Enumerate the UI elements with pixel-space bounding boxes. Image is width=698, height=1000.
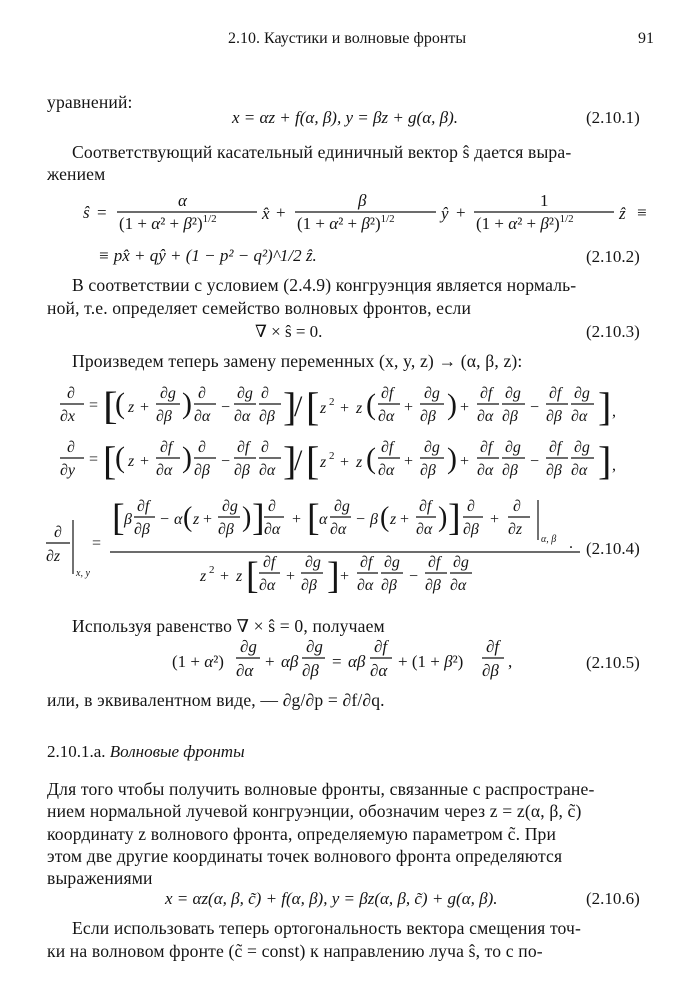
svg-text:+: + [404,453,414,470]
svg-text:z: z [128,453,135,470]
svg-text:∂α: ∂α [259,462,276,479]
svg-text:β: β [124,511,132,528]
svg-text:∂α: ∂α [259,577,276,594]
svg-text:∂f: ∂f [374,637,388,656]
svg-text:∂g: ∂g [574,385,590,402]
svg-text:≡: ≡ [637,203,647,222]
svg-text:∂g: ∂g [574,439,590,456]
svg-text:,: , [508,652,513,671]
svg-text:]: ] [283,384,297,429]
svg-text:∂β: ∂β [218,521,234,538]
svg-text:∂β: ∂β [482,661,499,680]
svg-text:∂y: ∂y [60,462,76,479]
svg-text:∂: ∂ [198,385,206,402]
svg-text:∂β: ∂β [134,521,150,538]
svg-text:∂x: ∂x [60,408,76,425]
svg-text:=: = [89,397,99,414]
svg-text:z: z [193,511,200,528]
svg-text:∂β: ∂β [502,462,518,479]
svg-text:+: + [276,203,286,222]
section-number: 2.10.1.а. [47,742,106,761]
svg-text:): ) [182,387,192,420]
svg-text:]: ] [252,497,265,539]
svg-text:(: ( [115,387,125,420]
svg-text:): ) [438,502,448,533]
svg-text:∂f: ∂f [160,439,173,456]
svg-text:∂g: ∂g [222,498,238,515]
text-line: В соответствии с условием (2.4.9) конгруэнция является нормаль- [72,275,577,295]
svg-text:∂f: ∂f [263,554,276,571]
svg-text:): ) [242,502,252,533]
svg-text:1: 1 [540,191,549,210]
svg-text:z: z [236,568,243,585]
svg-text:(1 + α²): (1 + α²) [172,652,224,671]
svg-text:∂g: ∂g [160,385,176,402]
svg-text:∂α: ∂α [416,521,433,538]
equation-number: (2.10.2) [586,247,640,266]
svg-text:∂g: ∂g [424,385,440,402]
svg-text:−: − [409,568,419,585]
svg-text:ŝ: ŝ [83,203,90,222]
svg-text:∂: ∂ [54,524,62,541]
svg-text:∂β: ∂β [546,408,562,425]
svg-text:+: + [140,453,150,470]
svg-text:∂α: ∂α [450,577,467,594]
svg-text:β: β [358,191,367,210]
svg-text:/: / [294,444,303,477]
svg-text:(1 + α² + β²)1/2: $(1 + \alpha^2 + \beta^2)^{1/2}$ [119,213,217,233]
svg-text:∂g: ∂g [237,385,253,402]
svg-text:,: , [612,457,616,474]
svg-text:∂: ∂ [261,385,269,402]
svg-text:]: ] [327,555,340,597]
svg-text:∂β: ∂β [420,408,436,425]
svg-text:+: + [340,568,350,585]
running-title: 2.10. Каустики и волновые фронты [228,30,467,47]
svg-text:∂α: ∂α [477,462,494,479]
svg-text:−: − [530,399,540,416]
svg-text:∂g: ∂g [240,637,257,656]
svg-text:[: [ [306,384,320,429]
svg-text:∂α: ∂α [571,462,588,479]
svg-text:∂f: ∂f [137,498,150,515]
svg-text:∂f: ∂f [549,439,562,456]
svg-text:∂α: ∂α [236,661,254,680]
svg-text:(1 + α² + β²)1/2: $(1 + \alpha^2 + \beta^2)^{1/2}$ [476,213,574,233]
equation-2-10-1: x = αz + f(α, β), y = βz + g(α, β). [232,108,458,127]
svg-text:∂α: ∂α [571,408,588,425]
svg-text:∂: ∂ [67,385,75,402]
svg-text:∂g: ∂g [505,439,521,456]
svg-text:∂β: ∂β [425,577,441,594]
svg-text:∂β: ∂β [463,521,479,538]
svg-text:[: [ [103,438,117,483]
svg-text:α: α [319,511,328,528]
svg-text:∂: ∂ [513,498,521,515]
svg-text:/: / [294,390,303,423]
svg-text:+: + [490,511,500,528]
svg-text:x, y: x, y [76,568,90,579]
svg-text:+: + [292,511,302,528]
svg-text:∂f: ∂f [419,498,432,515]
equation-number: (2.10.4) [586,539,640,558]
equation-2-10-3: ∇ × ŝ = 0. [255,322,323,341]
svg-text:∂: ∂ [268,498,276,515]
text-line: Произведем теперь замену переменных (x, y, z) → (α, β, z): [72,351,523,371]
svg-text:z: z [356,400,363,417]
svg-text:z: z [390,511,397,528]
svg-text:∂f: ∂f [480,385,493,402]
svg-text:∂α: ∂α [264,521,281,538]
svg-text:α: α [178,191,187,210]
text-line: Используя равенство ∇ × ŝ = 0, получаем [72,616,385,636]
text-line: ки на волновом фронте (c̃ = const) к направлению луча ŝ, то с по- [47,941,543,961]
svg-text:(: ( [115,441,125,474]
svg-text:+: + [456,203,466,222]
svg-text:∂β: ∂β [381,577,397,594]
text-line: или, в эквивалентном виде, — ∂g/∂p = ∂f/∂q. [47,690,385,710]
svg-text:∂α: ∂α [156,462,173,479]
equation-number: (2.10.6) [586,889,640,908]
svg-text:∂β: ∂β [259,408,275,425]
svg-text:,: , [612,403,616,420]
svg-text:∂: ∂ [261,439,269,456]
svg-text:∂β: ∂β [546,462,562,479]
svg-text:z: z [320,454,327,471]
svg-text:−: − [221,399,231,416]
svg-text:∂β: ∂β [194,462,210,479]
svg-text:z: z [128,399,135,416]
svg-text:α: α [174,511,183,528]
svg-text:∂g: ∂g [334,498,350,515]
text-line: жением [47,164,106,184]
text-line: уравнений: [47,92,133,112]
svg-text:∂f: ∂f [381,385,394,402]
svg-text:α, β: α, β [541,534,557,545]
svg-text:−: − [221,453,231,470]
svg-text:(: ( [183,502,193,533]
svg-text:+: + [203,511,213,528]
svg-text:∂g: ∂g [505,385,521,402]
svg-text:∂g: ∂g [453,554,469,571]
svg-text:]: ] [283,438,297,483]
svg-text:∂β: ∂β [302,661,319,680]
svg-text:[: [ [307,497,320,539]
svg-text:∂α: ∂α [357,577,374,594]
svg-text:[: [ [103,385,118,429]
text-line: нием нормальной лучевой конгруэнции, обозначим через z = z(α, β, c̃) [47,801,582,821]
svg-text:(: ( [366,442,376,475]
text-line: Для того чтобы получить волновые фронты, связанные с распростране- [47,779,595,799]
svg-text:∂f: ∂f [237,439,250,456]
svg-text:2: 2 [329,396,335,408]
svg-text:∂f: ∂f [360,554,373,571]
svg-text:∂β: ∂β [502,408,518,425]
svg-text:β: β [370,511,378,528]
svg-text:∂f: ∂f [381,439,394,456]
svg-text:∂β: ∂β [156,408,172,425]
svg-text:2: 2 [329,450,335,462]
svg-text:∂α: ∂α [477,408,494,425]
section-title: Волновые фронты [109,742,245,761]
svg-text:∂f: ∂f [428,554,441,571]
svg-text:αβ: αβ [348,652,366,671]
equation-2-10-2-line2: ≡ px̂ + qŷ + (1 − p² − q²)^1/2 ẑ. [98,246,317,265]
svg-text:+ (1 + β²): + (1 + β²) [398,652,464,671]
text-line: Соответствующий касательный единичный вектор ŝ дается выра- [72,142,572,162]
svg-text:−: − [530,453,540,470]
svg-text:∂g: ∂g [384,554,400,571]
svg-text:∂f: ∂f [486,637,500,656]
svg-text:−: − [356,511,366,528]
svg-text:∂α: ∂α [234,408,251,425]
svg-text:(: ( [380,502,390,533]
equation-2-10-6: x = αz(α, β, c̃) + f(α, β), y = βz(α, β, c̃) + g(α, β). [165,889,498,908]
text-line: выражениями [47,868,153,888]
svg-text:∂β: ∂β [234,462,250,479]
svg-text:z: z [320,400,327,417]
svg-text:+: + [220,568,230,585]
svg-text:+: + [140,399,150,416]
svg-text:(1 + α² + β²)1/2: $(1 + \alpha^2 + \beta^2)^{1/2}$ [297,213,395,233]
equation-number: (2.10.3) [586,322,640,341]
page-number: 91 [638,30,654,47]
svg-text:]: ] [598,384,612,429]
svg-text:αβ: αβ [281,652,299,671]
svg-text:∂α: ∂α [330,521,347,538]
svg-text:ŷ: ŷ [441,204,449,223]
svg-text:=: = [332,652,342,671]
svg-text:+: + [460,399,470,416]
svg-text:∂α: ∂α [378,408,395,425]
svg-text:+: + [404,399,414,416]
svg-text:+: + [340,400,350,417]
section-heading [47,742,245,762]
svg-text:]: ] [598,438,612,483]
svg-text:=: = [97,203,107,222]
svg-text:): ) [182,441,192,474]
text-line: Если использовать теперь ортогональность вектора смещения точ- [72,918,582,938]
svg-text:[: [ [306,438,320,483]
svg-text:z: z [200,568,207,585]
svg-text:2: 2 [209,564,215,576]
svg-text:[: [ [112,497,125,539]
svg-text:∂: ∂ [67,439,75,456]
svg-text:=: = [89,451,99,468]
svg-text:∂: ∂ [198,439,206,456]
svg-text:∂α: ∂α [370,661,388,680]
svg-text:∂z: ∂z [508,521,523,538]
svg-text:+: + [460,453,470,470]
svg-text:∂β: ∂β [301,577,317,594]
svg-text:+: + [340,454,350,471]
svg-text:−: − [160,511,170,528]
svg-text:∂z: ∂z [46,548,61,565]
equation-number: (2.10.5) [586,653,640,672]
svg-text:∂f: ∂f [480,439,493,456]
svg-text:+: + [286,568,296,585]
svg-text:∂g: ∂g [305,554,321,571]
svg-text:+: + [400,511,410,528]
svg-text:+: + [265,652,275,671]
svg-text:=: = [92,535,102,552]
svg-text:z: z [356,454,363,471]
svg-text:]: ] [448,497,461,539]
svg-text:): ) [447,442,457,475]
svg-text:[: [ [246,555,259,597]
text-line: ной, т.е. определяет семейство волновых фронтов, если [47,298,472,318]
svg-text:∂g: ∂g [424,439,440,456]
svg-text:∂α: ∂α [378,462,395,479]
svg-text:∂β: ∂β [420,462,436,479]
text-line: координату z волнового фронта, определяемую параметром c̃. При [47,824,557,844]
svg-text:∂g: ∂g [306,637,323,656]
svg-text:): ) [447,388,457,421]
svg-text:(: ( [366,388,376,421]
svg-text:ẑ: ẑ [619,204,626,223]
svg-text:∂f: ∂f [549,385,562,402]
svg-text:∂α: ∂α [194,408,211,425]
equation-number: (2.10.1) [586,108,640,127]
svg-text:x̂: x̂ [262,204,270,223]
text-line: этом две другие координаты точек волнового фронта определяются [47,846,563,866]
svg-text:.: . [569,535,573,552]
svg-text:∂: ∂ [467,498,475,515]
